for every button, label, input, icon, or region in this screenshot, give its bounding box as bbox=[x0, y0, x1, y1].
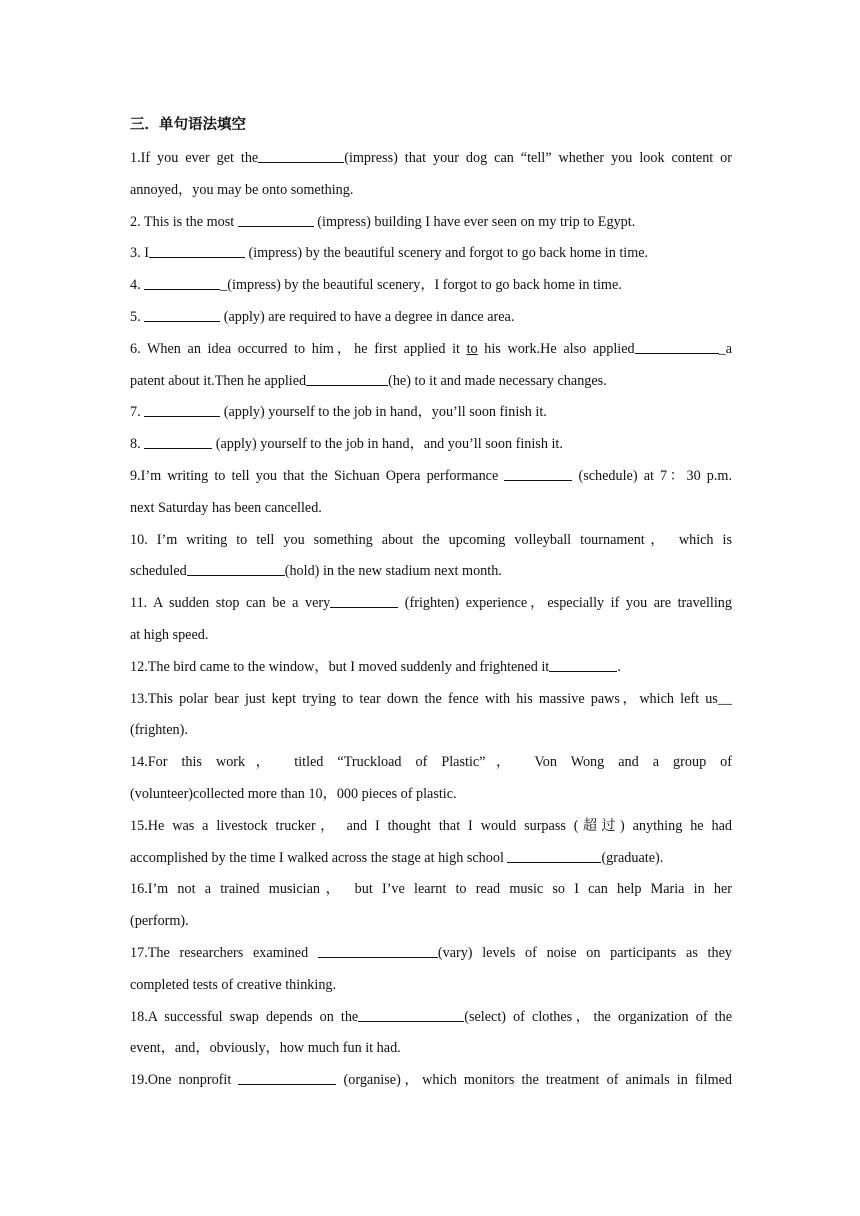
answer-blank[interactable] bbox=[507, 848, 601, 863]
section-heading: 三．单句语法填空 bbox=[130, 117, 246, 133]
worksheet-page bbox=[130, 112, 732, 1097]
question-1-line-1: 1.If you ever get the (impress) that your dog can “tell” whether you look content or bbox=[130, 150, 732, 166]
question-10-line-2: scheduled (hold) in the new stadium next month. bbox=[130, 563, 502, 580]
answer-blank[interactable] bbox=[318, 943, 438, 958]
question-5: 5. (apply) are required to have a degree in dance area. bbox=[130, 308, 515, 325]
answer-blank[interactable] bbox=[144, 275, 220, 290]
question-2: 2. This is the most (impress) building I have ever seen on my trip to Egypt. bbox=[130, 213, 636, 230]
question-6-line-1: 6. When an idea occurred to him，he first applied it to his work.He also applied _a bbox=[130, 340, 732, 357]
question-19-line-1: 19.One nonprofit (organise)，which monitors the treatment of animals in filmed bbox=[130, 1072, 732, 1089]
answer-blank[interactable] bbox=[504, 466, 572, 481]
answer-blank[interactable] bbox=[238, 212, 314, 227]
question-16-line-2: (perform). bbox=[130, 913, 189, 930]
question-13-line-1: 13.This polar bear just kept trying to tear down the fence with his massive paws，which left us__ bbox=[130, 690, 732, 707]
question-10-line-1: 10. I’m writing to tell you something about the upcoming volleyball tournament， which is bbox=[130, 531, 732, 548]
question-9-line-2: next Saturday has been cancelled. bbox=[130, 499, 322, 516]
question-8: 8. (apply) yourself to the job in hand，and you’ll soon finish it. bbox=[130, 436, 563, 453]
question-13-line-2: (frighten). bbox=[130, 722, 188, 739]
question-14-line-1: 14.For this work， titled “Truckload of Plastic”， Von Wong and a group of bbox=[130, 754, 732, 771]
question-11-line-2: at high speed. bbox=[130, 626, 209, 643]
answer-blank[interactable] bbox=[549, 657, 617, 672]
question-17-line-2: completed tests of creative thinking. bbox=[130, 976, 337, 993]
question-12: 12.The bird came to the window，but I moved suddenly and frightened it . bbox=[130, 658, 621, 675]
question-1-line-2: annoyed，you may be onto something. bbox=[130, 181, 354, 198]
question-15-line-1: 15.He was a livestock trucker， and I thought that I would surpass (超过) anything he had bbox=[130, 817, 732, 834]
answer-blank[interactable] bbox=[330, 593, 398, 608]
answer-blank[interactable] bbox=[306, 371, 388, 386]
question-6-line-2: patent about it.Then he applied (he) to it and made necessary changes. bbox=[130, 372, 607, 389]
answer-blank[interactable] bbox=[144, 402, 220, 417]
answer-blank[interactable] bbox=[144, 434, 212, 449]
question-3: 3. I (impress) by the beautiful scenery and forgot to go back home in time. bbox=[130, 245, 649, 262]
answer-blank[interactable] bbox=[144, 307, 220, 322]
question-9-line-1: 9.I’m writing to tell you that the Sichuan Opera performance (schedule) at 7：30 p.m. bbox=[130, 467, 732, 484]
question-17-line-1: 17.The researchers examined (vary) levels of noise on participants as they bbox=[130, 944, 732, 961]
question-18-line-1: 18.A successful swap depends on the (select) of clothes，the organization of the bbox=[130, 1008, 732, 1025]
question-14-line-2: (volunteer)collected more than 10，000 pieces of plastic. bbox=[130, 785, 457, 802]
question-11-line-1: 11. A sudden stop can be a very (frighten) experience，especially if you are travelling bbox=[130, 595, 732, 612]
question-15-line-2: accomplished by the time I walked across the stage at high school (graduate). bbox=[130, 849, 664, 866]
question-4: 4. _(impress) by the beautiful scenery，I forgot to go back home in time. bbox=[130, 277, 622, 294]
question-7: 7. (apply) yourself to the job in hand，you’ll soon finish it. bbox=[130, 404, 547, 421]
answer-blank[interactable] bbox=[149, 243, 245, 258]
question-16-line-1: 16.I’m not a trained musician， but I’ve learnt to read music so I can help Maria in her bbox=[130, 881, 732, 898]
answer-blank[interactable] bbox=[187, 561, 285, 576]
answer-blank[interactable] bbox=[258, 148, 344, 163]
answer-blank[interactable] bbox=[358, 1007, 464, 1022]
answer-blank[interactable] bbox=[238, 1070, 336, 1085]
answer-blank[interactable] bbox=[635, 339, 719, 354]
question-18-line-2: event，and，obviously，how much fun it had. bbox=[130, 1040, 401, 1057]
